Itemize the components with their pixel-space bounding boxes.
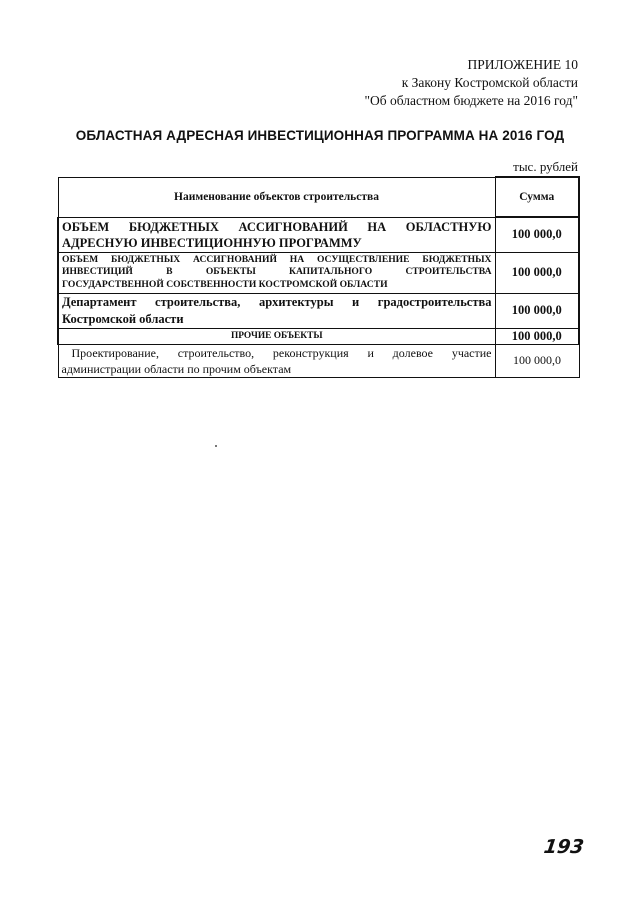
row-other-objects-sum: 100 000,0 [495, 328, 579, 344]
row-state-investments-line2: ИНВЕСТИЦИЙ В ОБЪЕКТЫ КАПИТАЛЬНОГО СТРОИТЕЛЬСТВА [62, 266, 492, 278]
appendix-law: к Закону Костромской области [401, 75, 578, 90]
table-row [58, 293, 579, 328]
row-state-investments-line3: ГОСУДАРСТВЕННОЙ СОБСТВЕННОСТИ КОСТРОМСКОЙ ОБЛАСТИ [62, 278, 388, 290]
row-state-investments-name [58, 252, 495, 293]
row-department-line2: Костромской области [62, 311, 184, 326]
appendix-number: ПРИЛОЖЕНИЕ 10 [467, 57, 578, 72]
investment-program-table [57, 176, 580, 378]
row-design-construction-name [58, 344, 495, 377]
units-label: тыс. рублей [513, 159, 578, 174]
row-design-construction-line1: Проектирование, строительство, реконструкция и долевое участие [71, 345, 492, 360]
row-design-construction-line2: администрации области по прочим объектам [61, 361, 292, 376]
row-design-construction-sum: 100 000,0 [495, 344, 579, 377]
scan-speck [215, 445, 217, 447]
row-total-name [58, 217, 495, 252]
table-row [58, 217, 579, 252]
row-total-sum: 100 000,0 [495, 217, 579, 252]
header-sum: Сумма [495, 177, 579, 217]
table-row [58, 328, 579, 344]
document-title: ОБЛАСТНАЯ АДРЕСНАЯ ИНВЕСТИЦИОННАЯ ПРОГРАММА НА 2016 ГОД [75, 128, 565, 143]
row-state-investments-line1: ОБЪЕМ БЮДЖЕТНЫХ АССИГНОВАНИЙ НА ОСУЩЕСТВЛЕНИЕ БЮДЖЕТНЫХ [62, 253, 492, 265]
handwritten-page-number: 193 [542, 836, 586, 858]
header-object-name: Наименование объектов строительства [58, 177, 495, 217]
row-state-investments-sum: 100 000,0 [495, 252, 579, 293]
row-department-line1: Департамент строительства, архитектуры и градостроительства [62, 294, 492, 309]
appendix-header [365, 56, 579, 110]
table-header-row [58, 177, 579, 217]
row-department-sum: 100 000,0 [495, 293, 579, 328]
row-other-objects-name: ПРОЧИЕ ОБЪЕКТЫ [58, 328, 495, 344]
row-department-name [58, 293, 495, 328]
row-total-name-line1: ОБЪЕМ БЮДЖЕТНЫХ АССИГНОВАНИЙ НА ОБЛАСТНУЮ [62, 219, 492, 234]
row-total-name-line2: АДРЕСНУЮ ИНВЕСТИЦИОННУЮ ПРОГРАММУ [62, 235, 362, 250]
appendix-law-title: "Об областном бюджете на 2016 год" [364, 93, 578, 108]
table-row [58, 344, 579, 377]
table-row [58, 252, 579, 293]
